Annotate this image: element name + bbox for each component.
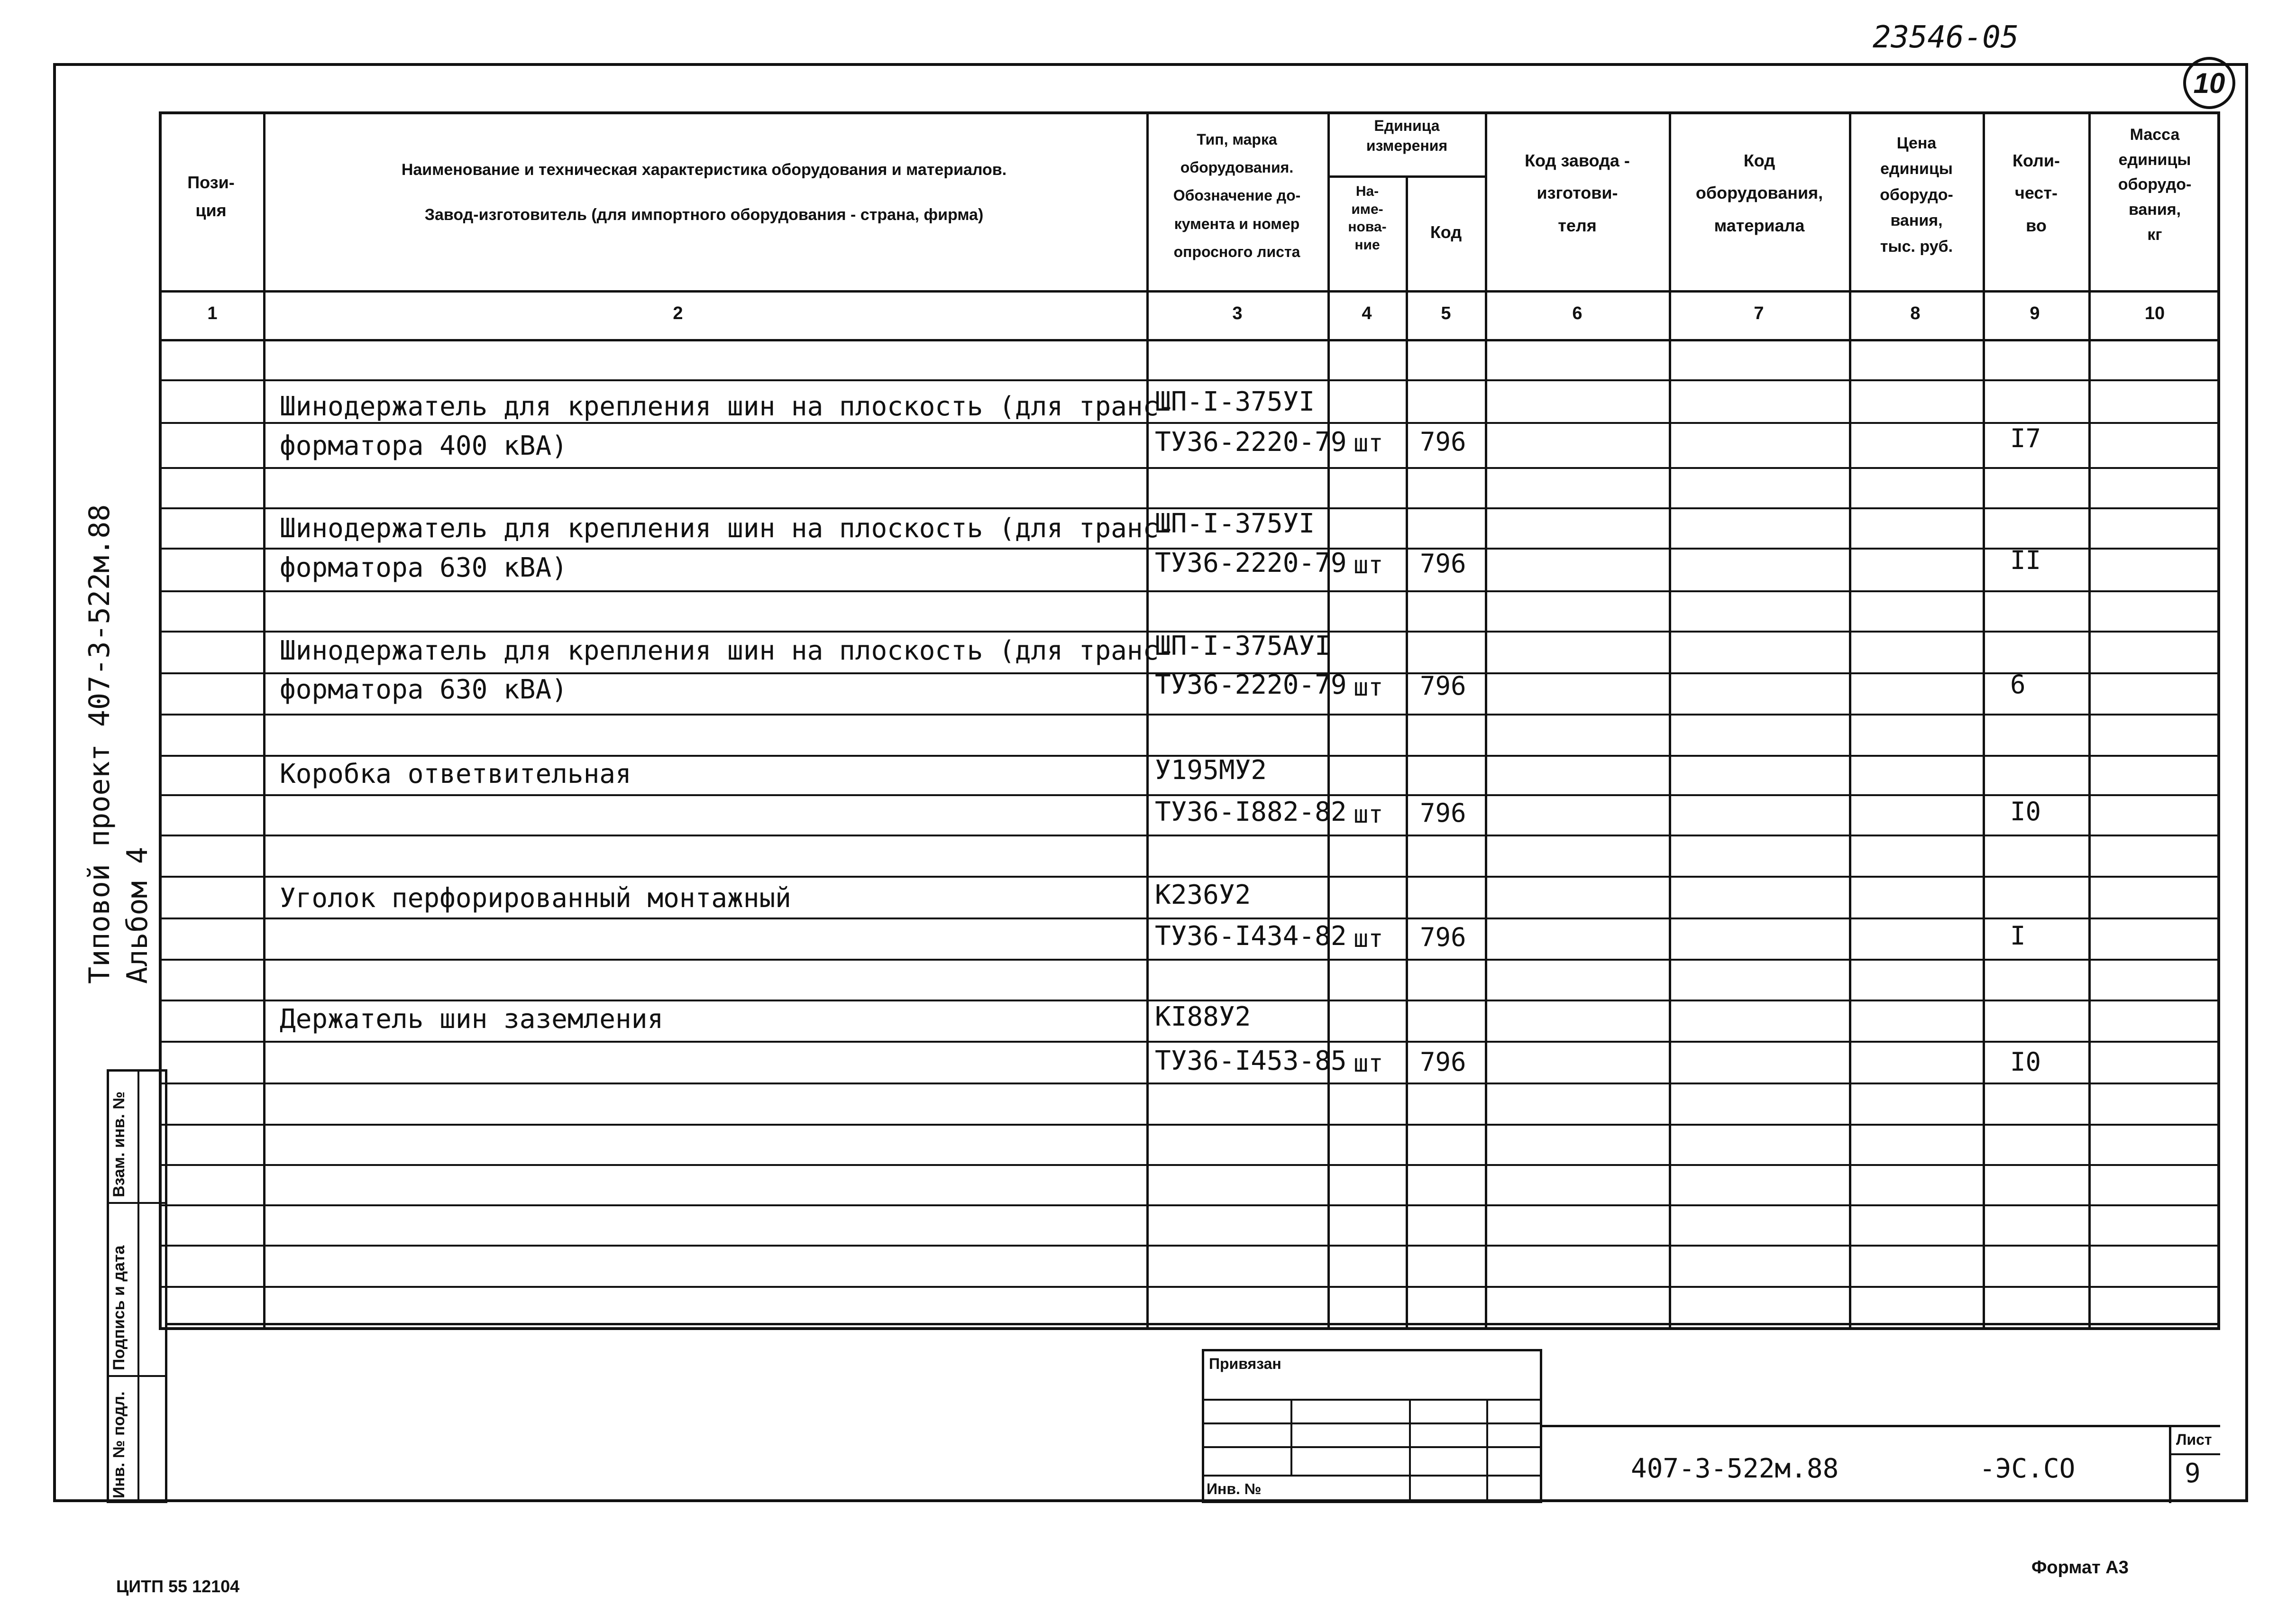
colnum-9: 9 <box>2030 303 2040 323</box>
col-line <box>1485 111 1487 1330</box>
document-code: 407-3-522м.88 <box>1631 1453 1839 1484</box>
item-qty: I7 <box>2010 423 2041 453</box>
item-type: КI88У2 <box>1155 1001 1251 1032</box>
item-unit-code: 796 <box>1420 549 1466 578</box>
privyazan-line <box>1202 1399 1542 1401</box>
item-type: К236У2 <box>1155 880 1251 910</box>
footer-format: Формат А3 <box>2031 1558 2129 1578</box>
side-field-signature-date: Подпись и дата <box>110 1245 128 1370</box>
colnum-6: 6 <box>1572 303 1583 323</box>
item-doc: ТУ36-2220-79 <box>1155 427 1347 458</box>
col-line <box>1983 111 1985 1330</box>
privyazan-col <box>1486 1399 1488 1503</box>
sheet-badge-number: 10 <box>2193 67 2225 99</box>
list-number: 9 <box>2185 1458 2201 1489</box>
item-type: ШП-I-375УI <box>1155 386 1315 417</box>
sheet-badge <box>2183 57 2235 109</box>
colnum-4: 4 <box>1362 303 1372 323</box>
col-line <box>1669 111 1671 1330</box>
list-box-divider <box>2169 1425 2171 1503</box>
list-box-line <box>2169 1453 2220 1455</box>
privyazan-label: Привязан <box>1209 1355 1281 1372</box>
item-qty: I0 <box>2010 797 2041 826</box>
row-line <box>159 1041 2220 1043</box>
row-line <box>159 1124 2220 1126</box>
col-line <box>1327 111 1330 1330</box>
spec-table <box>159 111 2220 1330</box>
document-suffix: -ЭС.СО <box>1979 1453 2076 1484</box>
side-field-original-inv: Инв. № подл. <box>110 1391 128 1498</box>
col-line <box>263 111 265 1330</box>
item-unit: шт <box>1354 1049 1383 1078</box>
item-doc: ТУ36-I882-82 <box>1155 797 1347 827</box>
col-line <box>2088 111 2091 1330</box>
privyazan-col <box>1290 1399 1292 1475</box>
colnum-7: 7 <box>1754 303 1764 323</box>
item-name: Шинодержатель для крепления шин на плоскость (для транс- <box>280 513 1175 544</box>
side-stamp-line <box>107 1375 167 1377</box>
colnum-1: 1 <box>207 303 218 323</box>
header-equipment-code: Код оборудования, материала <box>1695 151 1823 235</box>
header-type: Тип, марка оборудования. Обозначение до- кумента и номер опросного листа <box>1173 131 1301 260</box>
colnum-5: 5 <box>1441 303 1451 323</box>
item-doc: ТУ36-I453-85 <box>1155 1046 1347 1076</box>
row-line <box>159 1286 2220 1288</box>
col-line <box>1849 111 1851 1330</box>
row-line <box>159 590 2220 592</box>
item-unit: шт <box>1354 429 1383 458</box>
side-project-title: Типовой проект 407-3-522м.88 <box>83 504 116 984</box>
unit-split-line <box>1327 175 1485 178</box>
header-unit: Единица измерения <box>1366 117 1448 154</box>
header-mass: Масса единицы оборудо- вания, кг <box>2118 126 2192 244</box>
item-name-cont: форматора 630 кВА) <box>280 552 567 583</box>
item-name: Шинодержатель для крепления шин на плоскость (для транс- <box>280 635 1175 666</box>
colnum-2: 2 <box>673 303 683 323</box>
item-unit: шт <box>1354 800 1383 829</box>
header-name-line2: Завод-изготовитель (для импортного оборудования - страна, фирма) <box>424 206 984 224</box>
header-unit-code: Код <box>1430 222 1462 242</box>
item-doc: ТУ36-2220-79 <box>1155 548 1347 578</box>
row-line <box>159 918 2220 919</box>
side-stamp-divider <box>137 1069 139 1503</box>
row-line <box>159 1083 2220 1084</box>
item-unit: шт <box>1354 925 1383 953</box>
colnum-10: 10 <box>2144 303 2165 323</box>
privyazan-line <box>1202 1422 1542 1424</box>
item-doc: ТУ36-I434-82 <box>1155 921 1347 952</box>
row-line <box>159 876 2220 878</box>
row-line <box>159 379 2220 381</box>
header-quantity: Коли- чест- во <box>2012 151 2060 235</box>
item-name: Коробка ответвительная <box>280 759 631 789</box>
item-name: Уголок перфорированный монтажный <box>280 883 791 914</box>
header-price: Цена единицы оборудо- вания, тыс. руб. <box>1880 134 1953 256</box>
item-qty: I <box>2010 921 2026 951</box>
row-line <box>159 959 2220 961</box>
side-field-replace-inv: Взам. инв. № <box>110 1091 128 1197</box>
colnum-8: 8 <box>1910 303 1921 323</box>
item-name-cont: форматора 400 кВА) <box>280 431 567 461</box>
item-unit: шт <box>1354 551 1383 579</box>
footer-citp: ЦИТП 55 12104 <box>116 1577 240 1596</box>
item-name: Шинодержатель для крепления шин на плоскость (для транс- <box>280 391 1175 422</box>
item-unit-code: 796 <box>1420 671 1466 701</box>
item-qty: I0 <box>2010 1047 2041 1077</box>
row-line <box>159 1164 2220 1166</box>
side-album: Альбом 4 <box>121 847 154 984</box>
header-unit-name: На- име- нова- ние <box>1348 184 1387 253</box>
item-type: ШП-I-375АУI <box>1155 631 1331 661</box>
item-type: У195МУ2 <box>1155 755 1267 786</box>
code-block-top <box>1542 1425 2220 1427</box>
row-line <box>159 1245 2220 1247</box>
row-line <box>159 794 2220 796</box>
top-stamp: 23546-05 <box>1873 20 2019 55</box>
privyazan-line <box>1202 1446 1542 1448</box>
item-qty: 6 <box>2010 670 2026 699</box>
row-line <box>159 714 2220 716</box>
inv-number-label: Инв. № <box>1207 1480 1262 1497</box>
header-factory-code: Код завода - изготови- теля <box>1525 151 1630 235</box>
list-label: Лист <box>2176 1431 2212 1448</box>
item-unit-code: 796 <box>1420 798 1466 828</box>
row-line <box>159 835 2220 836</box>
row-line <box>159 422 2220 424</box>
colnum-3: 3 <box>1232 303 1243 323</box>
header-position: Пози- ция <box>187 173 235 220</box>
row-line <box>159 1204 2220 1206</box>
col-line <box>1406 175 1408 1330</box>
colnum-bottom-line <box>159 339 2220 341</box>
privyazan-col <box>1409 1399 1411 1503</box>
title-block-top <box>167 1323 2220 1325</box>
side-stamp-line <box>107 1202 167 1204</box>
item-type: ШП-I-375УI <box>1155 508 1315 539</box>
header-bottom-line <box>159 290 2220 293</box>
row-line <box>159 467 2220 469</box>
item-name: Держатель шин заземления <box>280 1004 664 1035</box>
item-name-cont: форматора 630 кВА) <box>280 674 567 705</box>
item-unit-code: 796 <box>1420 922 1466 952</box>
item-unit-code: 796 <box>1420 427 1466 457</box>
col-line <box>1146 111 1149 1330</box>
item-unit: шт <box>1354 673 1383 702</box>
item-doc: ТУ36-2220-79 <box>1155 670 1347 700</box>
item-unit-code: 796 <box>1420 1047 1466 1077</box>
privyazan-line <box>1202 1475 1542 1477</box>
header-name-line1: Наименование и техническая характеристика оборудования и материалов. <box>401 161 1007 179</box>
item-qty: II <box>2010 545 2041 575</box>
